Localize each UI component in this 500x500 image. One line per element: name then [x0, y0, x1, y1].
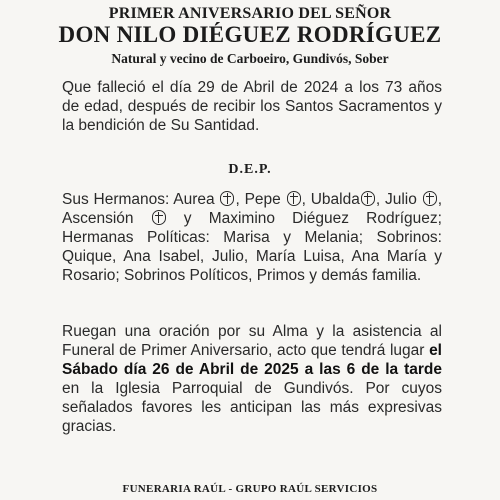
sibling-name: Aurea — [173, 191, 215, 208]
family-prefix: Sus Hermanos: — [62, 191, 170, 208]
funeral-date: el Sábado día 26 de Abril de 2025 a las 6 de la tarde — [62, 342, 442, 378]
cross-icon — [220, 191, 234, 206]
sibling-name: Pepe — [244, 191, 281, 208]
request-text: Ruegan una oración por su Alma y la asistencia al Funeral de Primer Aniversario, acto que tendrá lugar — [62, 323, 442, 359]
sibling-name: Ubalda — [310, 191, 360, 208]
sibling-name: Julio — [384, 191, 417, 208]
funeral-home-footer: FUNERARIA RAÚL - GRUPO RAÚL SERVICIOS — [122, 483, 378, 495]
sibling-name: Maximino Diéguez Rodríguez — [208, 210, 438, 227]
family-rest: ; Hermanas Políticas: Marisa y Melania; Sobrinos: Quique, Ana Isabel, Julio, María Luisa, Ana María y Rosario; Sobrinos Políticos, Primos y demás familia. — [62, 210, 442, 284]
origin-line: Natural y vecino de Carboeiro, Gundivós, Sober — [111, 51, 389, 66]
cross-icon — [361, 191, 375, 206]
family-paragraph: Sus Hermanos: Aurea , Pepe , Ubalda , Julio , Ascensión y Maximino Diéguez Rodríguez; Hermanas Políticas: Marisa y Melania; Sobrinos: Quique, Ana Isabel, Julio, María Luisa, Ana María y Rosario; Sobrinos Políticos, Primos y demás familia. — [62, 191, 442, 284]
intro-paragraph: Que falleció el día 29 de Abril de 2024 a los 73 años de edad, después de recibir los Santos Sacramentos y la bendición de Su Santidad. — [62, 79, 442, 134]
dep-label: D.E.P. — [228, 162, 272, 177]
sibling-name: Ascensión — [62, 210, 134, 227]
anniversary-heading: PRIMER ANIVERSARIO DEL SEÑOR — [108, 5, 392, 22]
request-paragraph — [62, 322, 442, 436]
request-text-end: en la Iglesia Parroquial de Gundivós. Por cuyos señalados favores les anticipan las más expresivas gracias. — [62, 380, 442, 435]
cross-icon — [423, 191, 437, 206]
cross-icon — [152, 210, 166, 225]
deceased-name: DON NILO DIÉGUEZ RODRÍGUEZ — [58, 22, 442, 47]
cross-icon — [287, 191, 301, 206]
